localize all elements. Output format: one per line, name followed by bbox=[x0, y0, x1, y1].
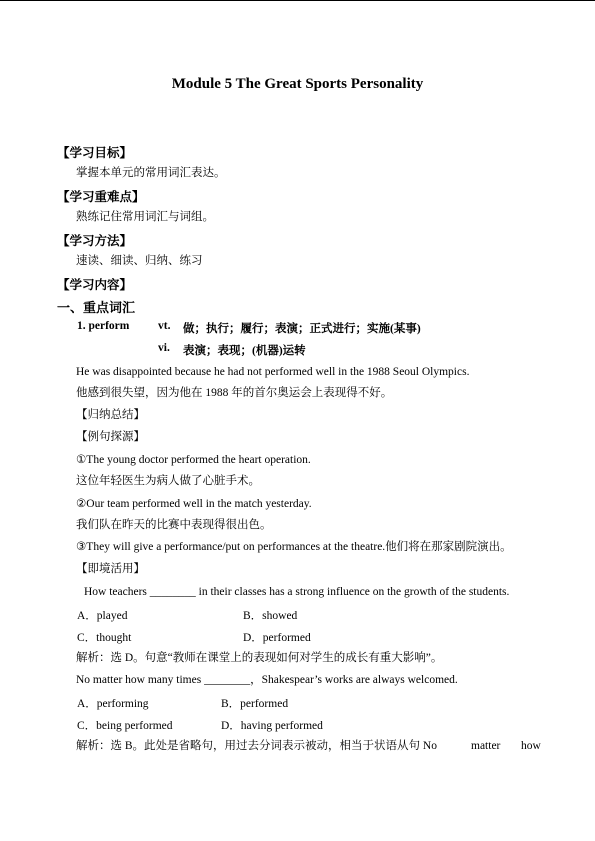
entry-pos-vi: vi. bbox=[158, 342, 170, 354]
vocab-heading: 一、重点词汇 bbox=[57, 300, 136, 315]
key-text: 熟练记住常用词汇与词组。 bbox=[76, 211, 214, 223]
summary-tag: 【归纳总结】 bbox=[76, 409, 145, 421]
entry-def-vt: 做；执行；履行；表演；正式进行；实施(某事) bbox=[183, 323, 421, 335]
practice-tag: 【即境活用】 bbox=[76, 563, 145, 575]
q2-option-c: C．being performed bbox=[77, 720, 173, 732]
q2-option-b: B．performed bbox=[221, 698, 289, 710]
q2-analysis-how: how bbox=[521, 740, 541, 752]
q1-stem: How teachers ________ in their classes has a strong influence on the growth of the students. bbox=[84, 586, 510, 598]
ex1-zh: 这位年轻医生为病人做了心脏手术。 bbox=[76, 475, 260, 487]
q2-option-d: D．having performed bbox=[221, 720, 323, 732]
ex3: ③They will give a performance/put on performances at the theatre.他们将在那家剧院演出。 bbox=[76, 541, 512, 553]
ex1-en: ①The young doctor performed the heart operation. bbox=[76, 454, 311, 466]
q2-stem: No matter how many times ________，Shakespear’s works are always welcomed. bbox=[76, 674, 458, 686]
entry-pos-vt: vt. bbox=[158, 320, 171, 332]
method-heading: 【学习方法】 bbox=[57, 234, 133, 248]
q1-option-a: A．played bbox=[77, 610, 128, 622]
content-heading: 【学习内容】 bbox=[57, 278, 133, 292]
ex2-zh: 我们队在昨天的比赛中表现得很出色。 bbox=[76, 519, 272, 531]
entry-word: 1. perform bbox=[77, 320, 130, 332]
entry-def-vi: 表演；表现；(机器)运转 bbox=[183, 345, 306, 357]
q1-option-c: C．thought bbox=[77, 632, 132, 644]
q1-analysis: 解析：选 D。句意“教师在课堂上的表现如何对学生的成长有重大影响”。 bbox=[76, 652, 443, 664]
page-title: Module 5 The Great Sports Personality bbox=[171, 76, 424, 92]
top-rule bbox=[0, 0, 595, 1]
q2-option-a: A．performing bbox=[77, 698, 149, 710]
example-en: He was disappointed because he had not performed well in the 1988 Seoul Olympics. bbox=[76, 366, 470, 378]
key-heading: 【学习重难点】 bbox=[57, 190, 145, 204]
ex2-en: ②Our team performed well in the match yesterday. bbox=[76, 498, 312, 510]
goal-heading: 【学习目标】 bbox=[57, 146, 133, 160]
example-zh: 他感到很失望，因为他在 1988 年的首尔奥运会上表现得不好。 bbox=[76, 387, 393, 399]
goal-text: 掌握本单元的常用词汇表达。 bbox=[76, 167, 226, 179]
q2-analysis-matter: matter bbox=[471, 740, 501, 752]
source-tag: 【例句探源】 bbox=[76, 431, 145, 443]
q2-analysis: 解析：选 B。此处是省略句，用过去分词表示被动，相当于状语从句 No bbox=[76, 740, 437, 752]
q1-option-d: D．performed bbox=[243, 632, 311, 644]
method-text: 速读、细读、归纳、练习 bbox=[76, 255, 203, 267]
q1-option-b: B．showed bbox=[243, 610, 298, 622]
